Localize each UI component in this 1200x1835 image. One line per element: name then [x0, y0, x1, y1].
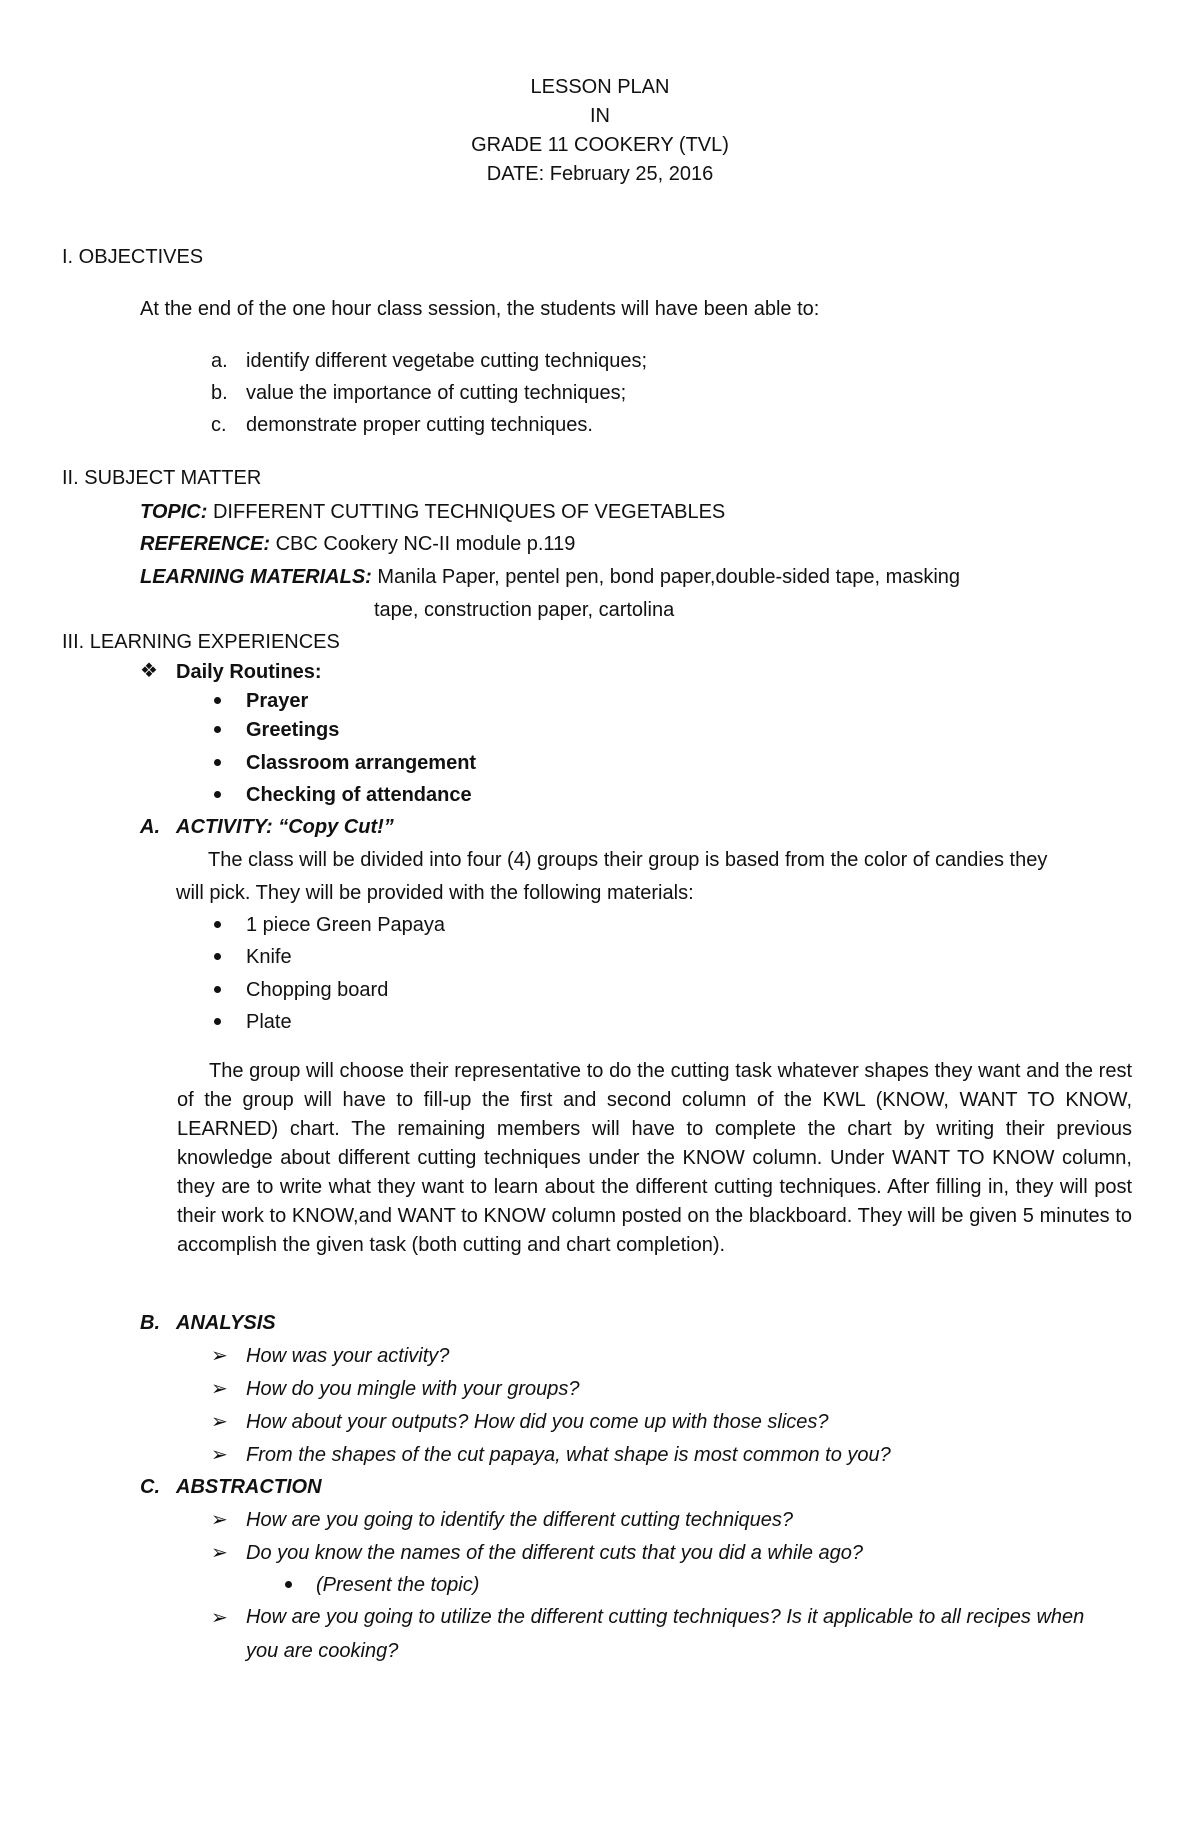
- learning-experiences-heading: III. LEARNING EXPERIENCES: [62, 631, 340, 653]
- bullet-icon: [214, 986, 221, 993]
- title-line-1: LESSON PLAN: [530, 76, 670, 98]
- materials-label: LEARNING MATERIALS:: [140, 566, 372, 588]
- materials-value-2: tape, construction paper, cartolina: [374, 599, 675, 621]
- bullet-icon: [214, 953, 221, 960]
- activity-heading: [176, 815, 394, 839]
- objective-text-a: identify different vegetabe cutting techniques;: [246, 350, 648, 372]
- bullet-icon: [285, 1581, 292, 1588]
- arrow-bullet-icon: ➢: [211, 1607, 228, 1629]
- analysis-question: From the shapes of the cut papaya, what shape is most common to you?: [246, 1444, 891, 1466]
- bullet-icon: [214, 921, 221, 928]
- reference-label: REFERENCE:: [140, 533, 271, 555]
- abstraction-question-1: How are you going to identify the different cutting techniques?: [246, 1509, 794, 1531]
- activity-label: ACTIVITY:: [176, 816, 273, 838]
- arrow-bullet-icon: ➢: [211, 1411, 228, 1433]
- analysis-question: How do you mingle with your groups?: [246, 1378, 580, 1400]
- material-item: Chopping board: [246, 979, 389, 1001]
- materials-line: [140, 565, 960, 589]
- bullet-icon: [214, 697, 221, 704]
- date-value: February 25, 2016: [544, 163, 714, 185]
- objective-marker-a: a.: [211, 350, 228, 372]
- diamond-bullet-icon: ❖: [140, 660, 158, 682]
- bullet-icon: [214, 759, 221, 766]
- topic-value: DIFFERENT CUTTING TECHNIQUES OF VEGETABLES: [207, 501, 726, 523]
- arrow-bullet-icon: ➢: [211, 1542, 228, 1564]
- arrow-bullet-icon: ➢: [211, 1509, 228, 1531]
- objective-text-b: value the importance of cutting techniques;: [246, 382, 627, 404]
- routine-item: Greetings: [246, 719, 340, 741]
- abstraction-subitem: (Present the topic): [316, 1574, 480, 1596]
- routines-title: Daily Routines:: [176, 661, 322, 683]
- activity-marker: A.: [140, 816, 160, 838]
- routine-item: Prayer: [246, 690, 309, 712]
- bullet-icon: [214, 791, 221, 798]
- activity-title: “Copy Cut!”: [272, 816, 394, 838]
- abstraction-heading: ABSTRACTION: [176, 1476, 322, 1498]
- abstraction-question-3: How are you going to utilize the different cutting techniques? Is it applicable to all recipes when you are cooking?: [246, 1606, 1085, 1662]
- objective-marker-c: c.: [211, 414, 227, 436]
- objectives-heading: I. OBJECTIVES: [62, 246, 204, 268]
- title-line-2: IN: [590, 105, 610, 127]
- topic-label: TOPIC:: [140, 501, 208, 523]
- material-item: Knife: [246, 946, 292, 968]
- bullet-icon: [214, 1018, 221, 1025]
- objective-marker-b: b.: [211, 382, 228, 404]
- arrow-bullet-icon: ➢: [211, 1378, 228, 1400]
- material-item: 1 piece Green Papaya: [246, 914, 446, 936]
- objectives-intro: At the end of the one hour class session, the students will have been able to:: [140, 298, 820, 320]
- activity-paragraph: The group will choose their representative to do the cutting task whatever shapes they want and the rest of the group will have to fill-up the first and second column of the KWL (KNOW, WANT TO KNOW, LEARNED) chart. The remaining members will have to complete the chart by writing their previous knowledge about different cutting techniques under the KNOW column. Under WANT TO KNOW column, they are to write what they want to learn about the different cutting techniques. After filling in, they will post their work to KNOW,and WANT to KNOW column posted on the blackboard. They will be given 5 minutes to accomplish the given task (both cutting and chart completion).: [177, 1060, 1132, 1256]
- abstraction-question-2: Do you know the names of the different cuts that you did a while ago?: [246, 1542, 864, 1564]
- analysis-marker: B.: [140, 1312, 160, 1334]
- date-label: DATE:: [486, 163, 545, 185]
- arrow-bullet-icon: ➢: [211, 1345, 228, 1367]
- materials-value-1: Manila Paper, pentel pen, bond paper,double-sided tape, masking: [371, 566, 961, 588]
- material-item: Plate: [246, 1011, 292, 1033]
- analysis-heading: ANALYSIS: [176, 1312, 276, 1334]
- reference-line: [140, 532, 575, 556]
- bullet-icon: [214, 726, 221, 733]
- title-line-3: GRADE 11 COOKERY (TVL): [471, 134, 729, 156]
- abstraction-marker: C.: [140, 1476, 160, 1498]
- arrow-bullet-icon: ➢: [211, 1444, 228, 1466]
- routine-item: Checking of attendance: [246, 784, 472, 806]
- activity-intro-line-2: will pick. They will be provided with the following materials:: [176, 882, 694, 904]
- date-line: [0, 162, 1200, 186]
- routine-item: Classroom arrangement: [246, 752, 477, 774]
- analysis-question: How about your outputs? How did you come up with those slices?: [246, 1411, 829, 1433]
- objective-text-c: demonstrate proper cutting techniques.: [246, 414, 593, 436]
- analysis-question: How was your activity?: [246, 1345, 450, 1367]
- topic-line: [140, 500, 725, 524]
- activity-intro-line-1: The class will be divided into four (4) groups their group is based from the color of candies they: [208, 849, 1048, 871]
- reference-value: CBC Cookery NC-II module p.119: [270, 533, 576, 555]
- subject-matter-heading: II. SUBJECT MATTER: [62, 467, 262, 489]
